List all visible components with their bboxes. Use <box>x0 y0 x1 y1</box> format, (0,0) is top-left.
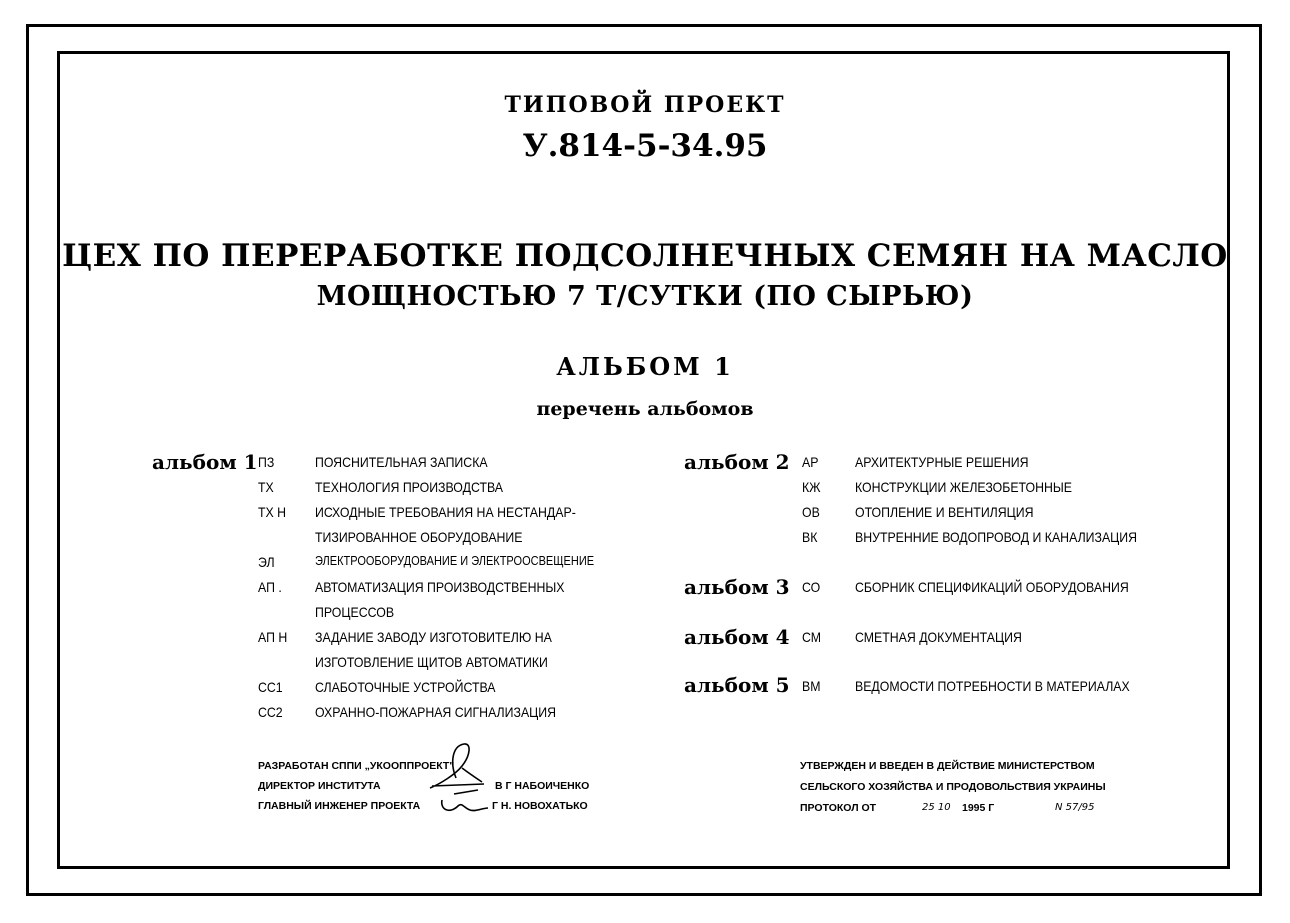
approval-line-2: СЕЛЬСКОГО ХОЗЯЙСТВА И ПРОДОВОЛЬСТВИЯ УКРАИНЫ <box>800 781 1106 793</box>
left-row-desc: ПРОЦЕССОВ <box>315 604 395 620</box>
right-row-desc: СМЕТНАЯ ДОКУМЕНТАЦИЯ <box>855 629 1022 645</box>
left-row-code: ТХ Н <box>258 504 287 520</box>
left-row-desc: СЛАБОТОЧНЫЕ УСТРОЙСТВА <box>315 679 496 695</box>
left-row-code: АП . <box>258 579 282 595</box>
left-row-code: ЭЛ <box>258 554 275 570</box>
left-row-desc: ИСХОДНЫЕ ТРЕБОВАНИЯ НА НЕСТАНДАР- <box>315 504 576 520</box>
right-row-code: ОВ <box>802 504 820 520</box>
album-title: АЛЬБОМ 1 <box>556 352 734 381</box>
title-line-2: МОЩНОСТЬЮ 7 Т/СУТКИ (ПО СЫРЬЮ) <box>316 281 974 312</box>
approval-line-1: УТВЕРЖДЕН И ВВЕДЕН В ДЕЙСТВИЕ МИНИСТЕРСТВОМ <box>800 760 1095 772</box>
right-row-desc: ВЕДОМОСТИ ПОТРЕБНОСТИ В МАТЕРИАЛАХ <box>855 678 1130 694</box>
right-row-desc: ОТОПЛЕНИЕ И ВЕНТИЛЯЦИЯ <box>855 504 1034 520</box>
album-5-label: альбом 5 <box>684 673 790 697</box>
left-row-code: АП Н <box>258 629 288 645</box>
director-name: В Г НАБОИЧЕНКО <box>495 780 590 792</box>
left-row-code: СС2 <box>258 704 283 720</box>
left-row-desc: ОХРАННО-ПОЖАРНАЯ СИГНАЛИЗАЦИЯ <box>315 704 557 720</box>
project-number: У.814-5-34.95 <box>522 128 768 164</box>
left-row-desc: ЭЛЕКТРООБОРУДОВАНИЕ И ЭЛЕКТРООСВЕЩЕНИЕ <box>315 554 595 568</box>
left-row-desc: ПОЯСНИТЕЛЬНАЯ ЗАПИСКА <box>315 454 488 470</box>
album-1-label: альбом 1 <box>152 450 258 474</box>
protocol-year: 1995 Г <box>962 802 995 814</box>
right-row-code: АР <box>802 454 819 470</box>
left-row-desc: ЗАДАНИЕ ЗАВОДУ ИЗГОТОВИТЕЛЮ НА <box>315 629 552 645</box>
protocol-date: 25 10 <box>922 802 951 813</box>
left-row-code: ПЗ <box>258 454 275 470</box>
right-row-code: ВМ <box>802 678 821 694</box>
developed-by: РАЗРАБОТАН СППИ „УКООППРОЕКТ" <box>258 760 455 772</box>
director-signature <box>420 738 500 820</box>
right-row-desc: ВНУТРЕННИЕ ВОДОПРОВОД И КАНАЛИЗАЦИЯ <box>855 529 1138 545</box>
right-row-desc: КОНСТРУКЦИИ ЖЕЛЕЗОБЕТОННЫЕ <box>855 479 1073 495</box>
right-row-desc: АРХИТЕКТУРНЫЕ РЕШЕНИЯ <box>855 454 1029 470</box>
album-4-label: альбом 4 <box>684 625 790 649</box>
project-type: ТИПОВОЙ ПРОЕКТ <box>504 92 786 118</box>
right-row-code: СО <box>802 579 821 595</box>
chief-engineer-title: ГЛАВНЫЙ ИНЖЕНЕР ПРОЕКТА <box>258 800 421 812</box>
left-row-code: СС1 <box>258 679 283 695</box>
album-2-label: альбом 2 <box>684 450 790 474</box>
right-row-desc: СБОРНИК СПЕЦИФИКАЦИЙ ОБОРУДОВАНИЯ <box>855 579 1129 595</box>
protocol-number: N 57/95 <box>1055 802 1095 813</box>
protocol-label: ПРОТОКОЛ ОТ <box>800 802 877 814</box>
album-3-label: альбом 3 <box>684 575 790 599</box>
left-row-desc: ТИЗИРОВАННОЕ ОБОРУДОВАНИЕ <box>315 529 523 545</box>
left-row-code: ТХ <box>258 479 274 495</box>
right-row-code: КЖ <box>802 479 821 495</box>
chief-engineer-name: Г Н. НОВОХАТЬКО <box>492 800 588 812</box>
title-line-1: ЦЕХ ПО ПЕРЕРАБОТКЕ ПОДСОЛНЕЧНЫХ СЕМЯН НА МАСЛО <box>62 238 1228 274</box>
left-row-desc: ИЗГОТОВЛЕНИЕ ЩИТОВ АВТОМАТИКИ <box>315 654 548 670</box>
left-row-desc: ТЕХНОЛОГИЯ ПРОИЗВОДСТВА <box>315 479 504 495</box>
right-row-code: СМ <box>802 629 822 645</box>
director-title: ДИРЕКТОР ИНСТИТУТА <box>258 780 381 792</box>
left-row-desc: АВТОМАТИЗАЦИЯ ПРОИЗВОДСТВЕННЫХ <box>315 579 565 595</box>
list-title: перечень альбомов <box>536 398 754 420</box>
right-row-code: ВК <box>802 529 818 545</box>
